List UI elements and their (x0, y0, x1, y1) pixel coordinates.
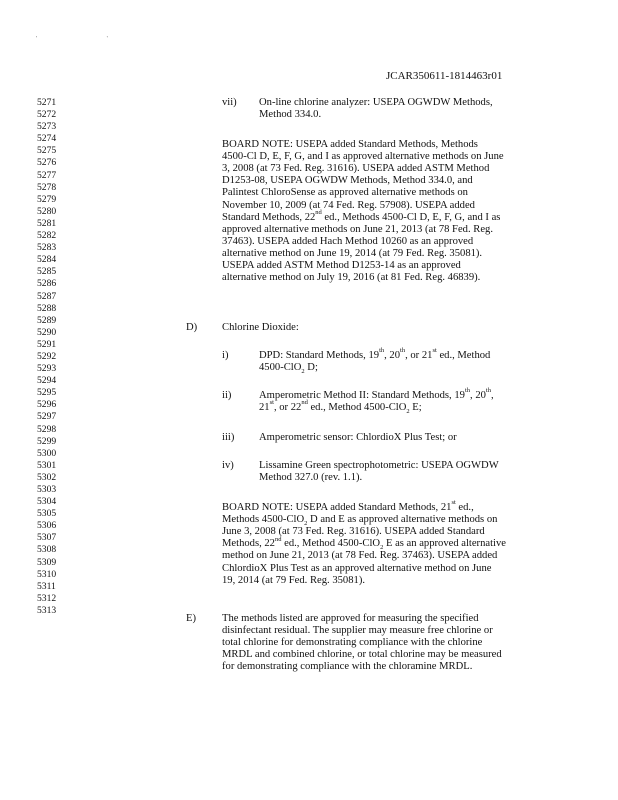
note2-line: method on June 21, 2013 (at 78 Fed. Reg. 37463). USEPA added (222, 550, 498, 562)
note1-line: alternative method on June 19, 2014 (at 79 Fed. Reg. 35081). (222, 247, 483, 259)
item-iv-line-1: Lissamine Green spectrophotometric: USEPA OGWDW (259, 460, 499, 471)
line-number: 5299 (37, 435, 57, 447)
scan-marks: ' ' (36, 36, 142, 42)
line-number: 5279 (37, 193, 57, 205)
note2-line: Methods 4500-ClO$_2$ D and E as approved alternative methods on (222, 514, 498, 528)
elines-line: The methods listed are approved for measuring the specified (222, 613, 479, 624)
line-number: 5310 (37, 568, 57, 580)
line-number: 5304 (37, 496, 57, 508)
note2-line: BOARD NOTE: USEPA added Standard Methods, 21st ed., (222, 499, 474, 513)
line-number: 5289 (37, 314, 57, 326)
item-iii-marker: iii) (222, 432, 235, 443)
item-vii-marker: vii) (222, 97, 237, 108)
line-number: 5287 (37, 290, 57, 302)
note1-line: Palintest ChloroSense as approved alternative methods on (222, 187, 468, 199)
elines-line: total chlorine for demonstrating compliance with the chlorine (222, 637, 483, 649)
line-number: 5296 (37, 399, 57, 411)
line-number: 5295 (37, 387, 57, 399)
note1-line: alternative method on July 19, 2016 (at 81 Fed. Reg. 46839). (222, 272, 481, 284)
line-number: 5306 (37, 520, 57, 532)
item-iv-marker: iv) (222, 460, 234, 471)
line-number: 5274 (37, 133, 57, 145)
section-d-heading: Chlorine Dioxide: (222, 322, 299, 333)
item-i-marker: i) (222, 350, 229, 361)
note1-line: BOARD NOTE: USEPA added Standard Methods, Methods (222, 139, 478, 150)
line-number: 5309 (37, 556, 57, 568)
line-number: 5294 (37, 375, 57, 387)
line-number: 5276 (37, 157, 57, 169)
note2-line: 19, 2014 (at 79 Fed. Reg. 35081). (222, 574, 366, 586)
elines-line: for demonstrating compliance with the chloramine MRDL. (222, 661, 473, 673)
line-number: 5272 (37, 109, 57, 121)
line-number: 5308 (37, 544, 57, 556)
line-number: 5292 (37, 350, 57, 362)
line-number: 5284 (37, 254, 57, 266)
line-number: 5307 (37, 532, 57, 544)
note1-line: 4500-Cl D, E, F, G, and I as approved alternative methods on June (222, 151, 504, 163)
line-number: 5311 (37, 580, 56, 592)
line-number: 5283 (37, 242, 57, 254)
line-number: 5297 (37, 411, 57, 423)
line-number: 5286 (37, 278, 57, 290)
line-number: 5281 (37, 217, 57, 229)
line-number: 5280 (37, 205, 57, 217)
line-number: 5290 (37, 326, 57, 338)
item-i-line-1: DPD: Standard Methods, 19th, 20th, or 21st ed., Method (259, 347, 491, 361)
note1-line: approved alternative methods on June 21, 2013 (at 78 Fed. Reg. (222, 223, 493, 235)
line-number: 5312 (37, 592, 57, 604)
line-number: 5275 (37, 145, 57, 157)
line-number: 5288 (37, 302, 57, 314)
item-ii-marker: ii) (222, 390, 232, 401)
line-number-column (37, 97, 77, 617)
section-e-marker: E) (186, 613, 196, 624)
item-i-line-2: 4500-ClO$_2$ D; (259, 362, 318, 376)
note2-line: June 3, 2008 (at 73 Fed. Reg. 31616). USEPA added Standard (222, 526, 485, 538)
elines-line: MRDL and combined chlorine, or total chlorine may be measured (222, 649, 502, 661)
item-vii-line-1: On-line chlorine analyzer: USEPA OGWDW Methods, (259, 97, 493, 108)
line-number: 5293 (37, 363, 57, 375)
line-number: 5277 (37, 169, 57, 181)
line-number: 5301 (37, 459, 57, 471)
note2-line: Methods, 22nd ed., Method 4500-ClO$_2$ E as an approved alternative (222, 535, 506, 552)
note1-line: 3, 2008 (at 73 Fed. Reg. 31616). USEPA added ASTM Method (222, 163, 490, 175)
line-number: 5273 (37, 121, 57, 133)
note1-line: D1253-08, USEPA OGWDW Methods, Method 334.0, and (222, 175, 473, 187)
line-number: 5298 (37, 423, 57, 435)
line-number: 5285 (37, 266, 57, 278)
note1-line: November 10, 2009 (at 74 Fed. Reg. 57908). USEPA added (222, 199, 475, 211)
note1-line: USEPA added ASTM Method D1253-14 as an approved (222, 260, 461, 271)
note1-line: 37463). USEPA added Hach Method 10260 as an approved (222, 235, 474, 247)
document-id: JCAR350611-1814463r01 (386, 70, 503, 82)
note2-line: ChlordioX Plus Test as an approved alternative method on June (222, 562, 492, 574)
item-iii-line-1: Amperometric sensor: ChlordioX Plus Test; or (259, 432, 457, 443)
note1-line: Standard Methods, 22nd ed., Methods 4500-Cl D, E, F, G, and I as (222, 209, 501, 223)
item-iv-line-2: Method 327.0 (rev. 1.1). (259, 472, 363, 483)
elines-line: disinfectant residual. The supplier may measure free chlorine or (222, 625, 493, 637)
line-number: 5291 (37, 338, 57, 350)
line-number: 5302 (37, 471, 57, 483)
line-number: 5278 (37, 181, 57, 193)
line-number: 5271 (37, 97, 57, 108)
line-number: 5305 (37, 508, 57, 520)
line-number: 5300 (37, 447, 57, 459)
item-vii-line-2: Method 334.0. (259, 109, 322, 120)
item-ii-line-2: 21st, or 22nd ed., Method 4500-ClO$_2$ E; (259, 399, 422, 416)
line-number: 5313 (37, 604, 57, 616)
item-ii-line-1: Amperometric Method II: Standard Methods, 19th, 20th, (259, 387, 494, 401)
section-d-marker: D) (186, 322, 198, 333)
line-number: 5303 (37, 484, 57, 495)
line-number: 5282 (37, 230, 57, 242)
